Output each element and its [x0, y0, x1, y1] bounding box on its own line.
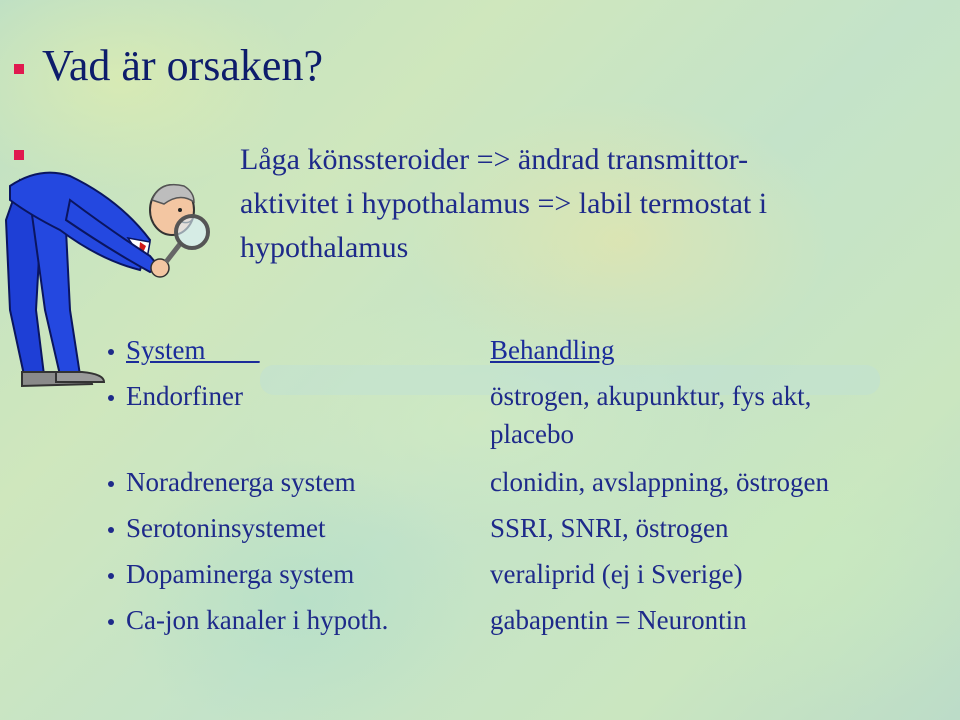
intro-line: aktivitet i hypothalamus => labil termostat i: [240, 187, 768, 220]
system-label: Dopaminerga system: [126, 559, 355, 589]
slide-title: Vad är orsaken?: [42, 41, 323, 90]
treatment-text: clonidin, avslappning, östrogen: [490, 467, 829, 497]
treatment-text: placebo: [490, 419, 574, 449]
system-label: Ca-jon kanaler i hypoth.: [126, 605, 389, 635]
title-bullet-icon: [14, 64, 24, 74]
bullet-dot-icon: [108, 619, 114, 625]
treatment-text: veraliprid (ej i Sverige): [490, 559, 743, 589]
intro-text: [240, 138, 940, 270]
system-label: Endorfiner: [126, 381, 243, 411]
treatment-text: SSRI, SNRI, östrogen: [490, 513, 729, 543]
intro-line: hypothalamus: [240, 231, 409, 264]
bullet-dot-icon: [108, 481, 114, 487]
intro-bullet-icon: [14, 150, 24, 160]
system-label: Noradrenerga system: [126, 467, 356, 497]
treatment-text: östrogen, akupunktur, fys akt,: [490, 381, 812, 411]
system-label: Serotoninsystemet: [126, 513, 326, 543]
treatment-text: gabapentin = Neurontin: [490, 605, 747, 635]
bullet-dot-icon: [108, 573, 114, 579]
bullet-dot-icon: [108, 395, 114, 401]
bullet-dot-icon: [108, 527, 114, 533]
bullet-dot-icon: [108, 349, 114, 355]
header-treatment: Behandling: [490, 335, 615, 365]
header-system: System____: [126, 335, 260, 365]
intro-line: Låga könssteroider => ändrad transmittor-: [240, 143, 749, 176]
